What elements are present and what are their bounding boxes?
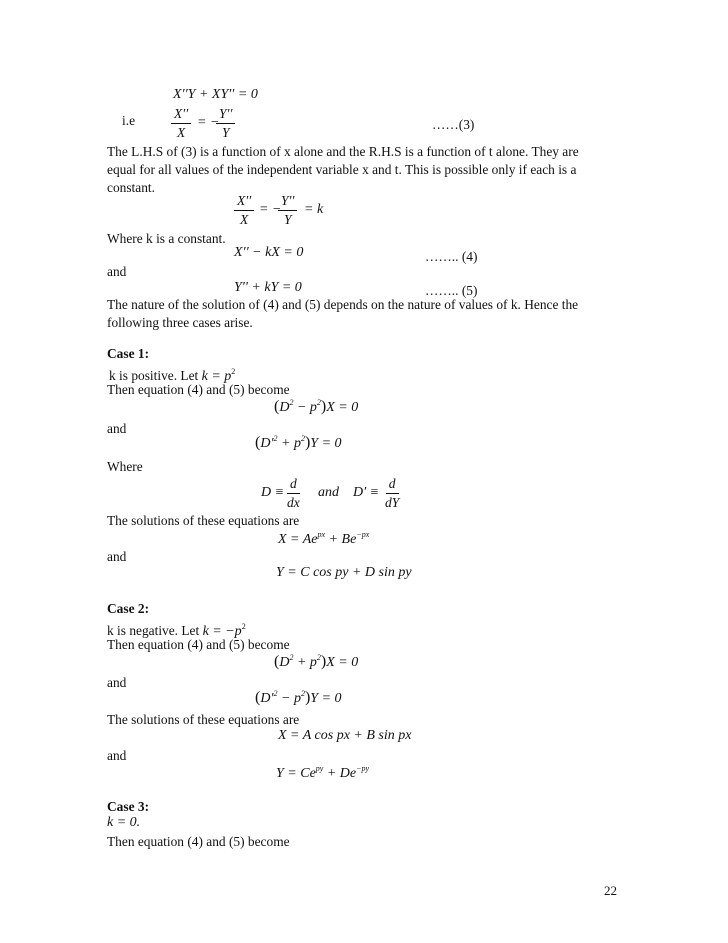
eq3-frac1-den: X bbox=[176, 125, 186, 140]
case1-eqb-sup1: 2 bbox=[273, 434, 278, 443]
case1-eqa-end: X = 0 bbox=[326, 400, 359, 415]
case2-line1-math: k = −p bbox=[202, 624, 242, 639]
eqk-fraction-left bbox=[234, 193, 254, 228]
case1-solution-x bbox=[278, 530, 369, 548]
case2-solutions-text: The solutions of these equations are bbox=[107, 712, 300, 727]
case2-eqb-sup2: 2 bbox=[300, 689, 305, 698]
equation-5: Y′′ + kY = 0 bbox=[234, 280, 302, 295]
para2-line2: following three cases arise. bbox=[107, 315, 253, 330]
case1-def-frac1-num: d bbox=[287, 476, 300, 494]
case1-solx-a: X = Ae bbox=[278, 532, 318, 547]
case2-soly-sup2: −py bbox=[356, 764, 370, 773]
case2-eqa-mid: + p bbox=[293, 655, 317, 670]
para1-line1: The L.H.S of (3) is a function of x alone and the R.H.S is a function of t alone. They are bbox=[107, 144, 579, 159]
case1-equation-a: $(D^2 - p^2)X = 0$ bbox=[274, 398, 359, 415]
eq3-frac1-num: X′′ bbox=[171, 106, 191, 124]
case3-line2: Then equation (4) and (5) become bbox=[107, 834, 290, 849]
case1-eqb-d: D′ bbox=[260, 436, 274, 451]
case1-def-and: and bbox=[318, 485, 339, 500]
eq4-tag: …….. (4) bbox=[425, 249, 478, 264]
case1-eqa-mid: − p bbox=[293, 400, 317, 415]
case2-eqa-end: X = 0 bbox=[326, 655, 359, 670]
case1-eqb-end: Y = 0 bbox=[310, 436, 342, 451]
eq3-equals-minus: = − bbox=[197, 115, 220, 130]
case2-solution-x: X = A cos px + B sin px bbox=[278, 728, 412, 743]
case1-solx-mid: + Be bbox=[325, 532, 357, 547]
eqk-frac2-den: Y bbox=[283, 212, 292, 227]
case1-line1-text: k is positive. Let bbox=[109, 368, 199, 383]
para2-line1: The nature of the solution of (4) and (5) depends on the nature of values of k. Hence the bbox=[107, 297, 579, 312]
case2-eqa-d: D bbox=[279, 655, 290, 670]
eq5-tag: …….. (5) bbox=[425, 283, 478, 298]
case2-soly-sup1: py bbox=[315, 764, 324, 773]
case2-eqa-sup2: 2 bbox=[316, 653, 321, 662]
equation-4: X′′ − kX = 0 bbox=[234, 245, 304, 260]
case2-equation-a: $(D^2 + p^2)X = 0$ bbox=[274, 653, 359, 670]
case1-def-d-prime: D′ ≡ bbox=[353, 485, 380, 500]
case1-def-frac2-den: dY bbox=[385, 495, 400, 510]
case1-solution-y: Y = C cos py + D sin py bbox=[276, 565, 412, 580]
case2-line1-sup: 2 bbox=[241, 622, 246, 631]
case1-line1-sup: 2 bbox=[231, 367, 236, 376]
case2-soly-mid: + De bbox=[323, 766, 357, 781]
page-number: 22 bbox=[604, 883, 617, 898]
eqk-fraction-right bbox=[278, 193, 297, 228]
case1-eqa-sup1: 2 bbox=[289, 398, 294, 407]
eq3-frac2-den: Y bbox=[221, 125, 230, 140]
case1-def-fraction-2 bbox=[382, 476, 402, 511]
case1-heading: Case 1: bbox=[107, 346, 150, 361]
case1-solx-sup2: −px bbox=[356, 530, 370, 539]
case2-heading: Case 2: bbox=[107, 601, 150, 616]
case1-solutions-text: The solutions of these equations are bbox=[107, 513, 300, 528]
case2-eqa-sup1: 2 bbox=[289, 653, 294, 662]
where-k-text: Where k is a constant. bbox=[107, 231, 226, 246]
and-text-1: and bbox=[107, 264, 127, 279]
eq3-fraction-left bbox=[171, 106, 191, 141]
case1-line1-math: k = p bbox=[201, 369, 232, 384]
case1-eqb-mid: + p bbox=[277, 436, 301, 451]
case1-and-2: and bbox=[107, 549, 127, 564]
eq3-tag: ……(3) bbox=[432, 117, 475, 132]
case1-def-frac2-num: d bbox=[386, 476, 399, 494]
case2-eqb-mid: − p bbox=[277, 691, 301, 706]
case1-solx-sup1: px bbox=[317, 530, 326, 539]
case2-line1-text: k is negative. Let bbox=[107, 623, 200, 638]
case1-def-fraction-1 bbox=[284, 476, 303, 511]
eqk-frac1-num: X′′ bbox=[234, 193, 254, 211]
eqk-equals-k: = k bbox=[304, 202, 324, 217]
case1-def-frac1-den: dx bbox=[287, 495, 300, 510]
case1-def-d: D ≡ bbox=[261, 485, 285, 500]
case1-and: and bbox=[107, 421, 127, 436]
case2-solution-y bbox=[276, 764, 369, 782]
case3-heading: Case 3: bbox=[107, 799, 150, 814]
case2-soly-c: Y = Ce bbox=[276, 766, 316, 781]
case1-eqb-sup2: 2 bbox=[300, 434, 305, 443]
eq3-fraction-right bbox=[216, 106, 235, 141]
case1-eqa-d: D bbox=[279, 400, 290, 415]
case2-eqb-sup1: 2 bbox=[273, 689, 278, 698]
para1-line3: constant. bbox=[107, 180, 155, 195]
case3-line1: k = 0. bbox=[107, 815, 141, 830]
case2-equation-b: $(D'^2 - p^2)Y = 0$ bbox=[255, 689, 342, 706]
case1-equation-b: $(D'^2 + p^2)Y = 0$ bbox=[255, 434, 342, 451]
case2-and: and bbox=[107, 675, 127, 690]
case1-where: Where bbox=[107, 459, 143, 474]
case2-line2: Then equation (4) and (5) become bbox=[107, 637, 290, 652]
eqk-frac1-den: X bbox=[239, 212, 249, 227]
case2-eqb-end: Y = 0 bbox=[310, 691, 342, 706]
eq3-frac2-num: Y′′ bbox=[216, 106, 235, 124]
equation-1: X′′Y + XY′′ = 0 bbox=[173, 87, 258, 102]
ie-label: i.e bbox=[122, 113, 136, 128]
eqk-equals-minus: = − bbox=[259, 202, 282, 217]
case2-and-2: and bbox=[107, 748, 127, 763]
case1-eqa-sup2: 2 bbox=[316, 398, 321, 407]
case2-eqb-d: D′ bbox=[260, 691, 274, 706]
para1-line2: equal for all values of the independent variable x and t. This is possible only if each is a bbox=[107, 162, 577, 177]
case1-line2: Then equation (4) and (5) become bbox=[107, 382, 290, 397]
eqk-frac2-num: Y′′ bbox=[278, 193, 297, 211]
